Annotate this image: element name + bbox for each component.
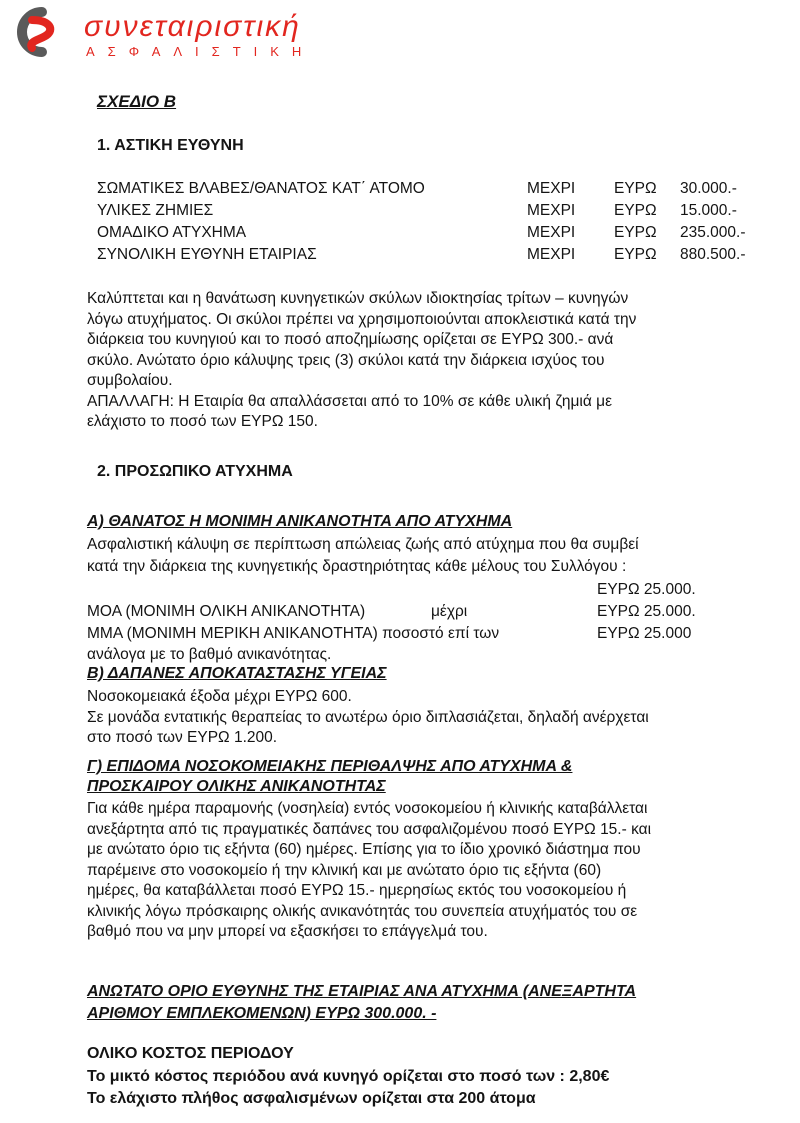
paragraph-line: Σε μονάδα εντατικής θεραπείας το ανωτέρω όριο διπλασιάζεται, δηλαδή ανέρχεται xyxy=(87,708,649,726)
paragraph-line: ανεξάρτητα από τις πραγματικές δαπάνες του ασφαλιζομένου ποσό ΕΥΡΩ 15.- και xyxy=(87,820,652,838)
paragraph-line: στο ποσό των ΕΥΡΩ 1.200. xyxy=(87,729,278,746)
paragraph-line: Καλύπτεται και η θανάτωση κυνηγετικών σκύλων ιδιοκτησίας τρίτων – κυνηγών xyxy=(87,290,629,307)
paragraph-line: ΑΠΑΛΛΑΓΗ: Η Εταιρία θα απαλλάσσεται από το 10% σε κάθε υλική ζημιά με xyxy=(87,392,612,410)
cost-per-hunter: Το μικτό κόστος περιόδου ανά κυνηγό ορίζεται στο ποσό των : 2,80€ xyxy=(87,1068,610,1085)
coverage-limit: ΜΕΧΡΙ xyxy=(527,202,576,219)
paragraph-line: διάρκεια του κυνηγιού και το ποσό αποζημίωσης ορίζεται σε ΕΥΡΩ 300.- ανά xyxy=(87,331,614,348)
coverage-amount: 880.500.- xyxy=(680,246,746,263)
section2-heading: 2. ΠΡΟΣΩΠΙΚΟ ΑΤΥΧΗΜΑ xyxy=(97,463,293,480)
death-amount: ΕΥΡΩ 25.000. xyxy=(597,581,696,598)
subsection-a-line: Ασφαλιστική κάλυψη σε περίπτωση απώλειας ζωής από ατύχημα που θα συμβεί xyxy=(87,536,639,553)
paragraph-line: βαθμό που να μην μπορεί να εξασκήσει το επάγγελμά του. xyxy=(87,923,488,940)
coverage-label: ΣΥΝΟΛΙΚΗ ΕΥΘΥΝΗ ΕΤΑΙΡΙΑΣ xyxy=(97,246,317,263)
subsection-b-body xyxy=(87,687,767,749)
coverage-currency: ΕΥΡΩ xyxy=(614,224,657,241)
coverage-row xyxy=(97,246,777,268)
coverage-amount: 30.000.- xyxy=(680,180,737,197)
coverage-currency: ΕΥΡΩ xyxy=(614,180,657,197)
dogs-coverage-paragraph xyxy=(87,289,767,433)
paragraph-line: κλινικής λόγω πρόσκαιρης ολικής ανικανότητάς του συνεπεία ατυχήματός του σε xyxy=(87,902,638,920)
max-liability-line: ΑΝΩΤΑΤΟ ΟΡΙΟ ΕΥΘΥΝΗΣ ΤΗΣ ΕΤΑΙΡΙΑΣ ΑΝΑ ΑΤΥΧΗΜΑ (ΑΝΕΞΑΡΤΗΤΑ xyxy=(87,983,637,1000)
coverage-amount: 15.000.- xyxy=(680,202,737,219)
subsection-a-heading: Α) ΘΑΝΑΤΟΣ Η ΜΟΝΙΜΗ ΑΝΙΚΑΝΟΤΗΤΑ ΑΠΟ ΑΤΥΧΗΜΑ xyxy=(87,513,513,530)
paragraph-line: σκύλο. Ανώτατο όριο κάλυψης τρεις (3) σκύλοι κατά την διάρκεια ισχύος του xyxy=(87,351,605,369)
coverage-limit: ΜΕΧΡΙ xyxy=(527,246,576,263)
paragraph-line: ελάχιστο το ποσό των ΕΥΡΩ 150. xyxy=(87,413,318,430)
coverage-row xyxy=(97,180,777,202)
minimum-insured: Το ελάχιστο πλήθος ασφαλισμένων ορίζεται στα 200 άτομα xyxy=(87,1090,536,1107)
max-liability-line: ΑΡΙΘΜΟΥ ΕΜΠΛΕΚΟΜΕΝΩΝ) ΕΥΡΩ 300.000. - xyxy=(87,1005,437,1022)
coverage-limit: ΜΕΧΡΙ xyxy=(527,224,576,241)
coverage-label: ΟΜΑΔΙΚΟ ΑΤΥΧΗΜΑ xyxy=(97,224,247,241)
coverage-label: ΣΩΜΑΤΙΚΕΣ ΒΛΑΒΕΣ/ΘΑΝΑΤΟΣ ΚΑΤ΄ ΑΤΟΜΟ xyxy=(97,180,425,197)
mma-amount: ΕΥΡΩ 25.000 xyxy=(597,625,692,642)
total-cost-heading: ΟΛΙΚΟ ΚΟΣΤΟΣ ΠΕΡΙΟΔΟΥ xyxy=(87,1045,294,1062)
section1-heading: 1. ΑΣΤΙΚΗ ΕΥΘΥΝΗ xyxy=(97,137,244,154)
plan-title: ΣΧΕΔΙΟ Β xyxy=(97,92,177,111)
coverage-label: ΥΛΙΚΕΣ ΖΗΜΙΕΣ xyxy=(97,202,214,219)
subsection-c-heading: Γ) ΕΠΙΔΟΜΑ ΝΟΣΟΚΟΜΕΙΑΚΗΣ ΠΕΡΙΘΑΛΨΗΣ ΑΠΟ ΑΤΥΧΗΜΑ & xyxy=(87,758,573,775)
subsection-b-heading: Β) ΔΑΠΑΝΕΣ ΑΠΟΚΑΤΑΣΤΑΣΗΣ ΥΓΕΙΑΣ xyxy=(87,665,387,682)
paragraph-line: παρέμεινε στο νοσοκομείο ή την κλινική και με ανώτατο όριο τις εξήντα (60) xyxy=(87,861,602,879)
coverage-limit: ΜΕΧΡΙ xyxy=(527,180,576,197)
coverage-currency: ΕΥΡΩ xyxy=(614,202,657,219)
paragraph-line: Για κάθε ημέρα παραμονής (νοσηλεία) εντός νοσοκομείου ή κλινικής καταβάλλεται xyxy=(87,800,648,817)
company-logo xyxy=(8,6,408,60)
brand-name: συνεταιριστική xyxy=(84,10,301,43)
subsection-a-line: κατά την διάρκεια της κυνηγετικής δραστηριότητας κάθε μέλους του Συλλόγου : xyxy=(87,558,627,575)
moa-word: μέχρι xyxy=(431,603,468,620)
coverage-amount: 235.000.- xyxy=(680,224,746,241)
mma-note: ανάλογα με το βαθμό ανικανότητας. xyxy=(87,646,332,663)
moa-amount: ΕΥΡΩ 25.000. xyxy=(597,603,696,620)
paragraph-line: ημέρες, θα καταβάλλεται ποσό ΕΥΡΩ 15.- ημερησίως εκτός του νοσοκομείου ή xyxy=(87,882,627,899)
paragraph-line: λόγω ατυχήματος. Οι σκύλοι πρέπει να χρησιμοποιούνται αποκλειστικά κατά την xyxy=(87,310,637,328)
subsection-c-body xyxy=(87,799,767,943)
coverage-row xyxy=(97,202,777,224)
mma-label: ΜΜΑ (ΜΟΝΙΜΗ ΜΕΡΙΚΗ ΑΝΙΚΑΝΟΤΗΤΑ) ποσοστό επί των xyxy=(87,625,500,642)
subsection-c-heading-cont: ΠΡΟΣΚΑΙΡΟΥ ΟΛΙΚΗΣ ΑΝΙΚΑΝΟΤΗΤΑΣ xyxy=(87,778,386,795)
logo-mark-icon xyxy=(8,6,76,60)
paragraph-line: συμβολαίου. xyxy=(87,372,173,389)
paragraph-line: με ανώτατο όριο τις εξήντα (60) ημέρες. Επίσης για το ίδιο χρονικό διάστημα που xyxy=(87,841,641,858)
brand-subtitle: ΑΣΦΑΛΙΣΤΙΚΗ xyxy=(86,44,315,59)
coverage-currency: ΕΥΡΩ xyxy=(614,246,657,263)
moa-label: ΜΟΑ (ΜΟΝΙΜΗ ΟΛΙΚΗ ΑΝΙΚΑΝΟΤΗΤΑ) xyxy=(87,603,366,620)
paragraph-line: Νοσοκομειακά έξοδα μέχρι ΕΥΡΩ 600. xyxy=(87,688,352,705)
coverage-row xyxy=(97,224,777,246)
